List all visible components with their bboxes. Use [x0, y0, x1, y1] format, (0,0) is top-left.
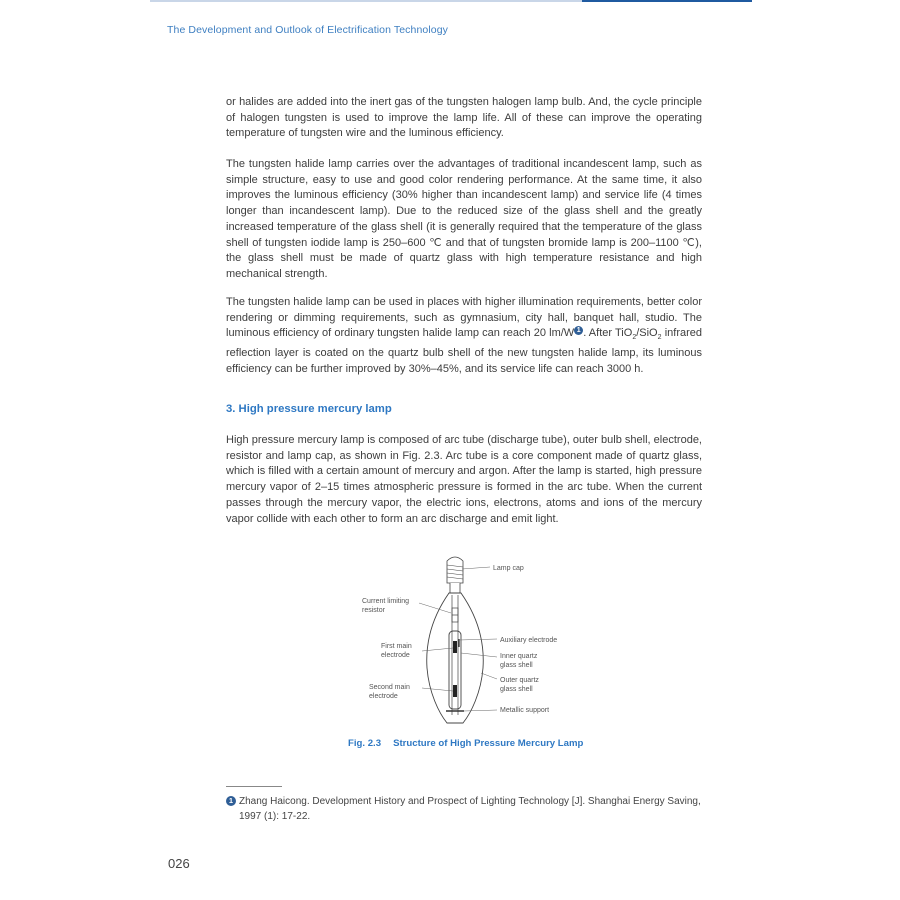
- outer-bulb-drawing: [427, 593, 484, 723]
- paragraph-3: [226, 295, 702, 378]
- subscript-2-b: 2: [657, 334, 662, 342]
- footnote-text-1: Zhang Haicong. Development History and Prospect of Lighting Technology [J]. Shanghai Energy Saving,: [239, 796, 701, 807]
- footnote-marker: 1: [226, 796, 236, 806]
- label-second-main-2: electrode: [369, 693, 398, 700]
- label-auxiliary-electrode: Auxiliary electrode: [500, 637, 558, 644]
- paragraph-3-text-d: infrared reflection layer is coated on the quartz bulb shell of the new tungsten halide lamp, its luminous efficiency can be further improved by 30%–45%, and its service life can reach 3000 h.: [226, 327, 702, 375]
- label-metallic-support: Metallic support: [500, 707, 550, 714]
- figure-caption: [348, 738, 583, 749]
- second-main-electrode-drawing: [453, 685, 457, 697]
- label-first-main-2: electrode: [381, 652, 410, 659]
- label-current-limiting-2: resistor: [362, 607, 385, 614]
- footnote-rule: [226, 786, 282, 787]
- running-head: The Development and Outlook of Electrification Technology: [167, 24, 448, 36]
- section-heading: 3. High pressure mercury lamp: [226, 403, 392, 415]
- label-first-main-1: First main: [381, 643, 412, 650]
- subscript-2-a: 2: [632, 334, 637, 342]
- lamp-cap-drawing: [447, 557, 463, 593]
- footnote-line-1: [226, 794, 704, 809]
- label-current-limiting-1: Current limiting: [362, 598, 410, 605]
- footnote-line-2: 1997 (1): 17-22.: [239, 811, 311, 822]
- first-main-electrode-drawing: [453, 641, 457, 653]
- lamp-diagram: [355, 553, 575, 728]
- lamp-figure: [355, 553, 575, 728]
- paragraph-3-text-b: . After TiO: [583, 327, 633, 340]
- footnote: [226, 794, 704, 824]
- header-rule: [150, 0, 752, 2]
- label-inner-quartz-2: glass shell: [500, 662, 533, 669]
- paragraph-2: The tungsten halide lamp carries over the advantages of traditional incandescent lamp, such as simple structure, easy to use and good color rendering performance. At the same time, it also improves the luminous efficiency (30% higher than incandescent lamp) and service life (4 times longer than incandescent lamp). Due to the reduced size of the glass shell and the greatly increased temperature of the glass shell (it is generally required that the temperature of the glass shell of tungsten iodide lamp is 250–600 ℃ and that of tungsten bromide lamp is 200–1100 ℃), the glass shell must be made of quartz glass with high temperature resistance and high mechanical strength.: [226, 158, 702, 280]
- label-outer-quartz-2: glass shell: [500, 686, 533, 693]
- footnote-reference-marker[interactable]: 1: [574, 326, 583, 335]
- paragraph-1: or halides are added into the inert gas of the tungsten halogen lamp bulb. And, the cycle principle of halogen tungsten is used to improve the lamp life. All of these can improve the operating temperature of tungsten wire and the luminous efficiency.: [226, 96, 702, 140]
- label-second-main-1: Second main: [369, 684, 410, 691]
- paragraph-3-text-a: The tungsten halide lamp can be used in places with higher illumination requirements, better color rendering or dimming requirements, such as gymnasium, city hall, banquet hall, studio. The luminous efficiency of ordinary tungsten halide lamp can reach 20 lm/W: [226, 296, 702, 340]
- figure-caption-title: Structure of High Pressure Mercury Lamp: [393, 738, 584, 749]
- page-number: 026: [168, 856, 190, 871]
- paragraph-3-text-c: /SiO: [636, 327, 658, 340]
- figure-caption-number: Fig. 2.3: [348, 738, 382, 749]
- label-lamp-cap: Lamp cap: [493, 565, 524, 572]
- header-rule-accent: [582, 0, 752, 2]
- label-outer-quartz-1: Outer quartz: [500, 677, 539, 684]
- paragraph-4: High pressure mercury lamp is composed of arc tube (discharge tube), outer bulb shell, electrode, resistor and lamp cap, as shown in Fig. 2.3. Arc tube is a core component made of quartz glass, which is filled with a certain amount of mercury and argon. After the lamp is started, high pressure mercury vapor of 2–15 times atmospheric pressure is formed in the arc tube. When the current passes through the mercury vapor, the electric ions, electrons, atoms and ions of the mercury vapor collide with each other to form an arc discharge and emit light.: [226, 434, 702, 525]
- label-inner-quartz-1: Inner quartz: [500, 653, 538, 660]
